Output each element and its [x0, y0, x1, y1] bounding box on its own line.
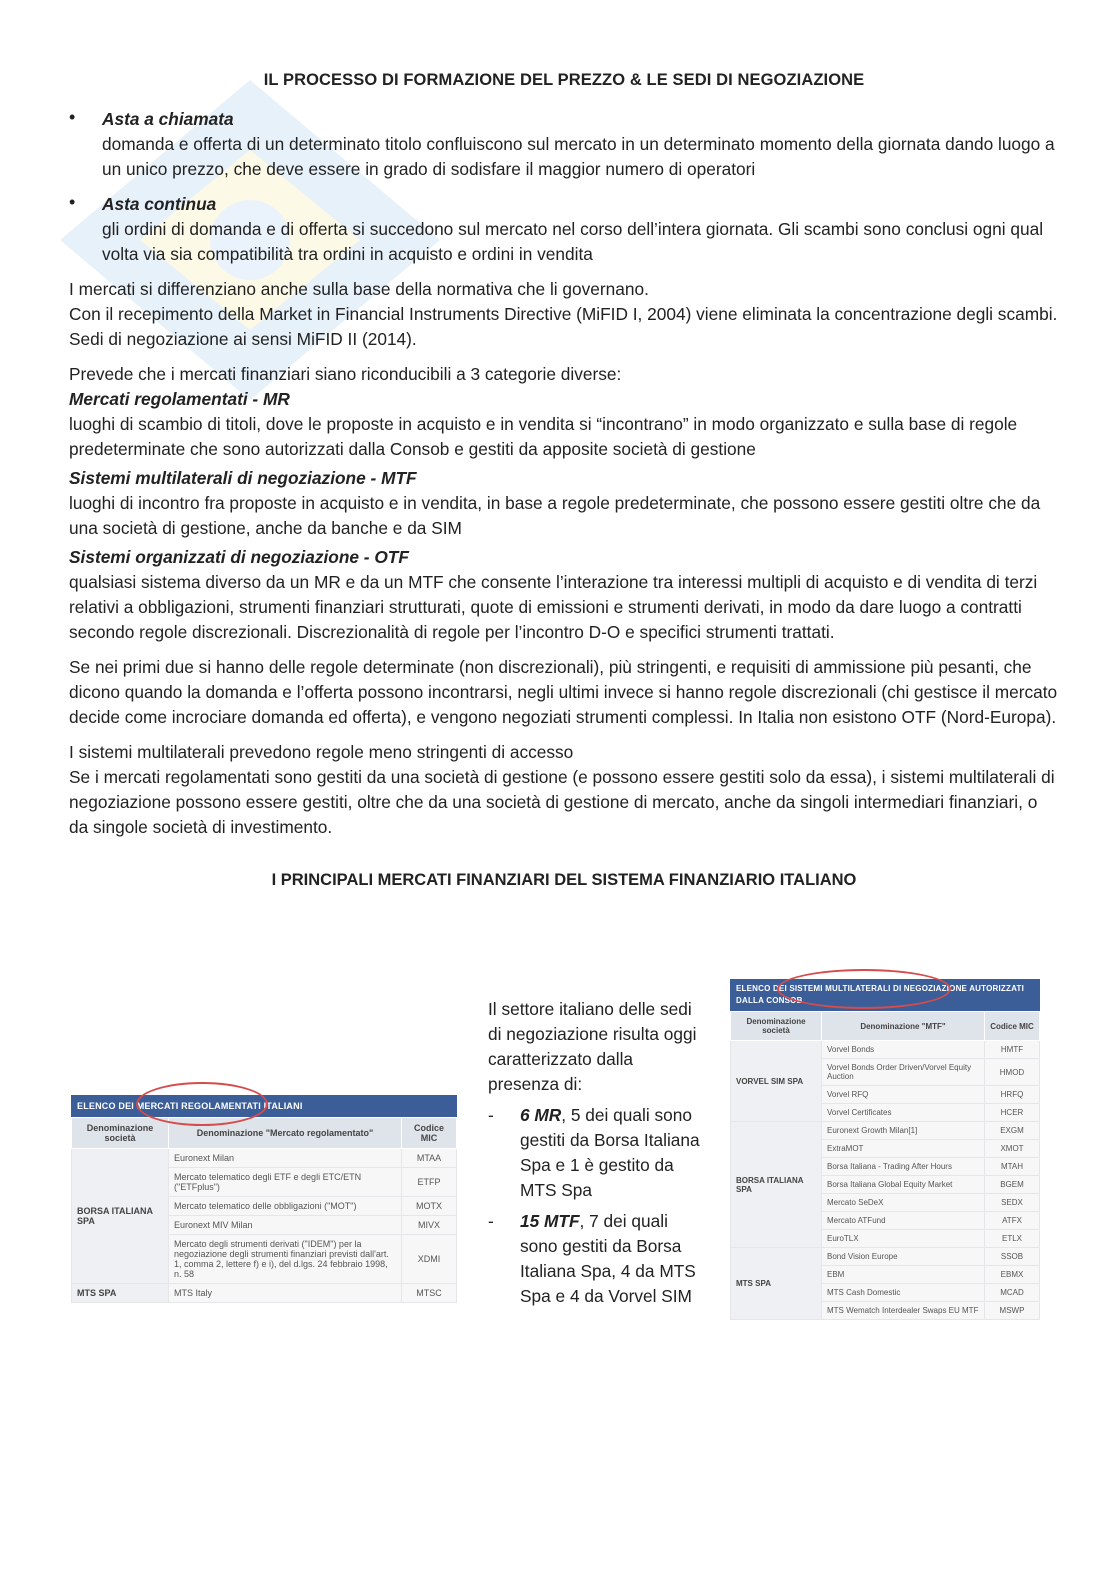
mtf-table [730, 979, 1040, 1320]
highlight-oval [136, 1082, 268, 1126]
company-cell: BORSA ITALIANA SPA [731, 1122, 822, 1248]
list-item [69, 107, 1059, 182]
sedi-summary [488, 997, 703, 1309]
market-name-cell: MTS Italy [169, 1284, 402, 1303]
summary-intro: Il settore italiano delle sedi di negoziazione risulta oggi caratterizzato dalla presenza di: [488, 999, 697, 1094]
section-title: Sistemi multilaterali di negoziazione - MTF [69, 468, 417, 488]
paragraph-line: Se i mercati regolamentati sono gestiti da una società di gestione (e possono essere gestiti solo da essa), i sistemi multilaterali di negoziazione possono essere gestiti, oltre che da una società di gestione di mercato, anche da singoli intermediari finanziari, o da singole società di investimento. [69, 767, 1055, 837]
section-text: luoghi di scambio di titoli, dove le proposte in acquisto e in vendita si “incontrano” in modo organizzato e sulla base di regole predeterminate che sono autorizzati dalla Consob e gestiti da apposite società di gestione [69, 414, 1018, 459]
section-text: luoghi di incontro fra proposte in acquisto e in vendita, in base a regole predeterminate, che possono essere gestiti oltre che da una società di gestione, anche da banche e da SIM [69, 493, 1041, 538]
mtf-table-header: ELENCO DEI SISTEMI MULTILATERALI DI NEGOZIAZIONE AUTORIZZATI DALLA CONSOB [730, 979, 1040, 1011]
table-row [731, 1122, 1040, 1140]
mic-code-cell: HMOD [985, 1059, 1040, 1086]
mtf-table-grid [730, 1011, 1040, 1320]
summary-text: , 5 dei quali sono gestiti da Borsa Italiana Spa e 1 è gestito da MTS Spa [520, 1105, 700, 1200]
market-name-cell: Euronext Milan [169, 1149, 402, 1168]
mic-code-cell: ATFX [985, 1212, 1040, 1230]
mic-code-cell: HRFQ [985, 1086, 1040, 1104]
mic-code-cell: ETFP [402, 1168, 457, 1197]
mic-code-cell: MCAD [985, 1284, 1040, 1302]
mtf-name-cell: EuroTLX [822, 1230, 985, 1248]
mic-code-cell: MTAH [985, 1158, 1040, 1176]
main-content [69, 68, 1059, 893]
table-row [731, 1041, 1040, 1059]
mic-code-cell: MTAA [402, 1149, 457, 1168]
section-subtitle: I PRINCIPALI MERCATI FINANZIARI DEL SISTEMA FINANZIARIO ITALIANO [271, 871, 857, 889]
bullet-title: • Asta a chiamata [102, 109, 234, 129]
column-header: Denominazione società [72, 1118, 169, 1149]
company-cell: VORVEL SIM SPA [731, 1041, 822, 1122]
list-item [488, 1209, 703, 1309]
mtf-name-cell: Vorvel Bonds [822, 1041, 985, 1059]
highlight-oval [777, 969, 951, 1009]
auction-types-list [69, 107, 1059, 267]
mtf-name-cell: Vorvel RFQ [822, 1086, 985, 1104]
bullet-title: • Asta continua [102, 194, 217, 214]
mic-code-cell: BGEM [985, 1176, 1040, 1194]
mtf-name-cell: Vorvel Bonds Order Driven/Vorvel Equity Auction [822, 1059, 985, 1086]
section-mtf [69, 466, 1059, 541]
paragraph-sistemi [69, 740, 1059, 840]
mic-code-cell: XDMI [402, 1235, 457, 1284]
mtf-name-cell: Mercato SeDeX [822, 1194, 985, 1212]
market-name-cell: Mercato degli strumenti derivati ("IDEM") per la negoziazione degli strumenti finanziari previsti dall'art. 1, comma 2, lettere f) e i), del d.lgs. 24 febbraio 1998, n. 58 [169, 1235, 402, 1284]
column-header: Codice MIC [402, 1118, 457, 1149]
mic-code-cell: MIVX [402, 1216, 457, 1235]
mic-code-cell: EBMX [985, 1266, 1040, 1284]
company-cell: MTS SPA [72, 1284, 169, 1303]
mic-code-cell: XMOT [985, 1140, 1040, 1158]
mic-code-cell: HMTF [985, 1041, 1040, 1059]
section-text: qualsiasi sistema diverso da un MR e da un MTF che consente l’interazione tra interessi multipli di acquisto e di vendita di terzi relativi a obbligazioni, strumenti finanziari strutturati, quote di emissioni e strumenti derivati, in modo da dare luogo a contratti secondo regole discrezionali. Discrezionalità di regole per l’incontro D-O e specifici strumenti trattati. [69, 572, 1038, 642]
dash-marker: - [488, 1211, 494, 1231]
paragraph-line: Con il recepimento della Market in Financial Instruments Directive (MiFID I, 2004) viene eliminata la concentrazione degli scambi. Sedi di negoziazione ai sensi MiFID II (2014). [69, 304, 1058, 349]
column-header: Denominazione "Mercato regolamentato" [169, 1118, 402, 1149]
bullet-text: domanda e offerta di un determinato titolo confluiscono sul mercato in un determinato momento della giornata dando luogo a un unico prezzo, che deve essere in grado di sodisfare il maggior numero di operatori [102, 134, 1055, 179]
section-title: Sistemi organizzati di negoziazione - OTF [69, 547, 409, 567]
mr-table-grid [71, 1117, 457, 1303]
mtf-name-cell: EBM [822, 1266, 985, 1284]
table-row [72, 1149, 457, 1168]
mic-code-cell: SEDX [985, 1194, 1040, 1212]
mic-code-cell: HCER [985, 1104, 1040, 1122]
market-name-cell: Mercato telematico degli ETF e degli ETC/ETN ("ETFplus") [169, 1168, 402, 1197]
mtf-name-cell: Vorvel Certificates [822, 1104, 985, 1122]
dash-marker: - [488, 1105, 494, 1125]
summary-count: 6 MR [520, 1105, 562, 1125]
mr-table-header: ELENCO DEI MERCATI REGOLAMENTATI ITALIANI [71, 1095, 457, 1117]
page-title: IL PROCESSO DI FORMAZIONE DEL PREZZO & LE SEDI DI NEGOZIAZIONE [263, 71, 865, 89]
market-name-cell: Mercato telematico delle obbligazioni ("MOT") [169, 1197, 402, 1216]
summary-count: 15 MTF [520, 1211, 580, 1231]
list-item [488, 1103, 703, 1203]
mtf-name-cell: ExtraMOT [822, 1140, 985, 1158]
column-header: Codice MIC [985, 1012, 1040, 1041]
paragraph-line: I mercati si differenziano anche sulla base della normativa che li governano. [69, 279, 649, 299]
paragraph-categorie: Prevede che i mercati finanziari siano riconducibili a 3 categorie diverse: [69, 364, 622, 384]
column-header: Denominazione "MTF" [822, 1012, 985, 1041]
mic-code-cell: ETLX [985, 1230, 1040, 1248]
company-cell: MTS SPA [731, 1248, 822, 1320]
market-name-cell: Euronext MIV Milan [169, 1216, 402, 1235]
mic-code-cell: MOTX [402, 1197, 457, 1216]
column-header: Denominazione società [731, 1012, 822, 1041]
summary-text: , 7 dei quali sono gestiti da Borsa Italiana Spa, 4 da MTS Spa e 4 da Vorvel SIM [520, 1211, 696, 1306]
section-title: Mercati regolamentati - MR [69, 389, 290, 409]
mic-code-cell: EXGM [985, 1122, 1040, 1140]
paragraph-line: I sistemi multilaterali prevedono regole meno stringenti di accesso [69, 742, 574, 762]
table-row [72, 1284, 457, 1303]
section-otf [69, 545, 1059, 645]
mic-code-cell: MSWP [985, 1302, 1040, 1320]
section-mr [69, 387, 1059, 462]
mtf-name-cell: Borsa Italiana - Trading After Hours [822, 1158, 985, 1176]
mic-code-cell: SSOB [985, 1248, 1040, 1266]
company-cell: BORSA ITALIANA SPA [72, 1149, 169, 1284]
mtf-name-cell: Bond Vision Europe [822, 1248, 985, 1266]
table-row [731, 1248, 1040, 1266]
mtf-name-cell: Euronext Growth Milan[1] [822, 1122, 985, 1140]
paragraph-regole: Se nei primi due si hanno delle regole determinate (non discrezionali), più stringenti, e requisiti di ammissione più pesanti, che dicono quando la domanda e l’offerta possono incontrarsi, negli ultimi invece si hanno regole discrezionali (chi gestisce il mercato decide come incrociare domanda ed offerta), e vengono negoziati strumenti complessi. In Italia non esistono OTF (Nord-Europa). [69, 657, 1058, 727]
mtf-name-cell: MTS Wematch Interdealer Swaps EU MTF [822, 1302, 985, 1320]
mr-table [71, 1095, 457, 1303]
list-item [69, 192, 1059, 267]
mtf-name-cell: Borsa Italiana Global Equity Market [822, 1176, 985, 1194]
mtf-name-cell: Mercato ATFund [822, 1212, 985, 1230]
mtf-name-cell: MTS Cash Domestic [822, 1284, 985, 1302]
paragraph-normativa [69, 277, 1059, 352]
mic-code-cell: MTSC [402, 1284, 457, 1303]
bullet-text: gli ordini di domanda e di offerta si succedono sul mercato nel corso dell’intera giornata. Gli scambi sono conclusi ogni qual volta via sia compatibilità tra ordini in acquisto e ordini in vendita [102, 219, 1044, 264]
